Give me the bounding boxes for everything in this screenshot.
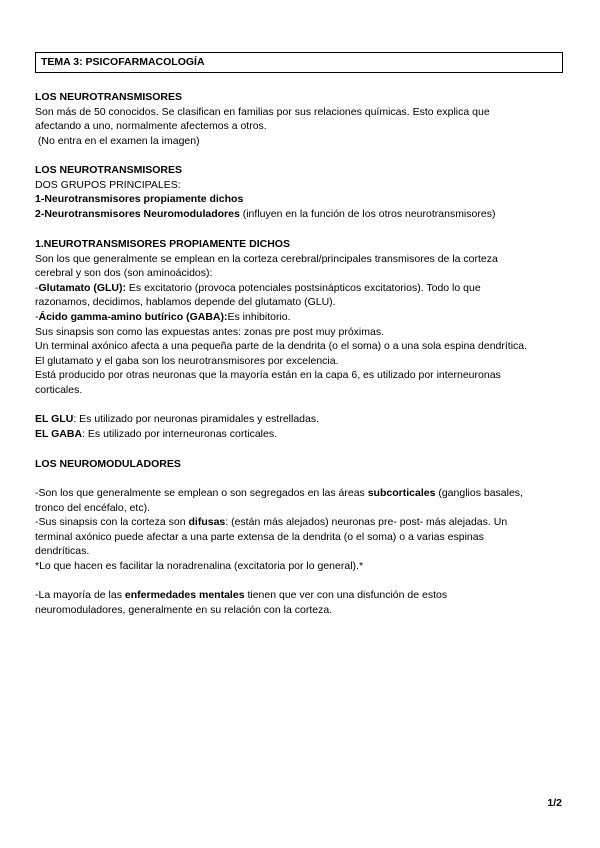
group-item-2: [35, 207, 565, 222]
bullet-dash: -: [35, 281, 39, 294]
text-line: terminal axónico puede afectar a una parte extensa de la dendrita (o el soma) o a varias espinas: [35, 530, 484, 543]
text-span: : (están más alejados) neuronas pre- post- más alejadas. Un: [225, 516, 508, 529]
text-line: Son más de 50 conocidos. Se clasifican en familias por sus relaciones químicas. Esto explica que: [35, 105, 490, 118]
text-line: afectando a uno, normalmente afectemos a otros.: [35, 120, 267, 133]
text-line: *Lo que hacen es facilitar la noradrenalina (excitatoria por lo general).*: [35, 559, 364, 572]
text-span: -Sus sinapsis con la corteza son: [35, 516, 189, 529]
text-line: Sus sinapsis son como las expuestas antes: zonas pre post muy próximas.: [35, 325, 385, 338]
text-line: [35, 486, 565, 501]
section-heading: LOS NEUROTRANSMISORES: [35, 91, 183, 103]
text-line: tronco del encéfalo, etc).: [35, 501, 150, 514]
group-item-2-title: 2-Neurotransmisores Neuromoduladores: [35, 207, 240, 220]
glutamato-line: [35, 281, 565, 296]
gaba-line: [35, 310, 565, 325]
group-item-1: 1-Neurotransmisores propiamente dichos: [35, 193, 244, 206]
glutamato-term: Glutamato (GLU):: [38, 281, 126, 294]
section-neurotransmisores-intro: [35, 90, 565, 148]
text-line: razonamos, decidimos, hablamos depende del glutamato (GLU).: [35, 296, 336, 309]
neuromoduladores-paragraph-2: [35, 588, 565, 617]
text-line: corticales.: [35, 383, 83, 396]
text-line: [35, 515, 565, 530]
text-line: neuromoduladores, generalmente en su relación con la corteza.: [35, 603, 333, 616]
page-number: 1/2: [547, 797, 562, 809]
text-line: cerebral y son dos (son aminoácidos):: [35, 267, 213, 280]
section-propiamente-dichos: [35, 237, 565, 398]
bullet-dash: -: [35, 310, 39, 323]
gaba-term: Ácido gamma-amino butírico (GABA):: [38, 310, 228, 323]
gaba-desc: Es inhibitorio.: [227, 310, 291, 323]
section-neuromoduladores: [35, 457, 565, 472]
text-line: [35, 588, 565, 603]
gaba-line: [35, 427, 565, 442]
enfermedades-mentales-term: enfermedades mentales: [124, 589, 245, 601]
glu-desc: : Es utilizado por neuronas piramidales y estrelladas.: [73, 413, 320, 425]
glu-term: EL GLU: [35, 413, 74, 425]
text-line: Son los que generalmente se emplean en la corteza cerebral/principales transmisores de la corteza: [35, 252, 498, 265]
group-item-2-desc: (influyen en la función de los otros neurotransmisores): [239, 207, 496, 220]
section-neurotransmisores-grupos: [35, 163, 565, 221]
neuromoduladores-paragraph-1: [35, 486, 565, 574]
difusas-term: difusas: [188, 516, 226, 529]
text-span: (ganglios basales,: [435, 487, 523, 499]
gaba-desc: : Es utilizado por interneuronas corticales.: [82, 427, 277, 440]
page-title: TEMA 3: PSICOFARMACOLOGÍA: [35, 52, 563, 73]
text-span: tienen que ver con una disfunción de estos: [244, 589, 448, 601]
section-glu-gaba: [35, 412, 565, 441]
text-line: Está producido por otras neuronas que la mayoría están en la capa 6, es utilizado por interneuronas: [35, 369, 501, 382]
section-heading: LOS NEUROMODULADORES: [35, 458, 181, 470]
text-span: -Son los que generalmente se emplean o son segregados en las áreas: [35, 487, 368, 499]
text-line: Un terminal axónico afecta a una pequeña parte de la dendrita (o el soma) o a una sola espina dendrítica.: [35, 340, 528, 353]
glu-line: [35, 412, 565, 427]
section-heading: LOS NEUROTRANSMISORES: [35, 164, 183, 176]
text-line: DOS GRUPOS PRINCIPALES:: [35, 178, 181, 191]
subcorticales-term: subcorticales: [367, 487, 436, 499]
glutamato-desc: Es excitatorio (provoca potenciales postsinápticos excitatorios). Todo lo que: [126, 281, 481, 294]
text-line: El glutamato y el gaba son los neurotransmisores por excelencia.: [35, 354, 339, 367]
gaba-term: EL GABA: [35, 427, 83, 440]
text-span: -La mayoría de las: [35, 589, 125, 601]
text-line: dendríticas.: [35, 545, 90, 558]
text-line: (No entra en el examen la imagen): [35, 134, 200, 147]
section-heading: 1.NEUROTRANSMISORES PROPIAMENTE DICHOS: [35, 238, 290, 250]
